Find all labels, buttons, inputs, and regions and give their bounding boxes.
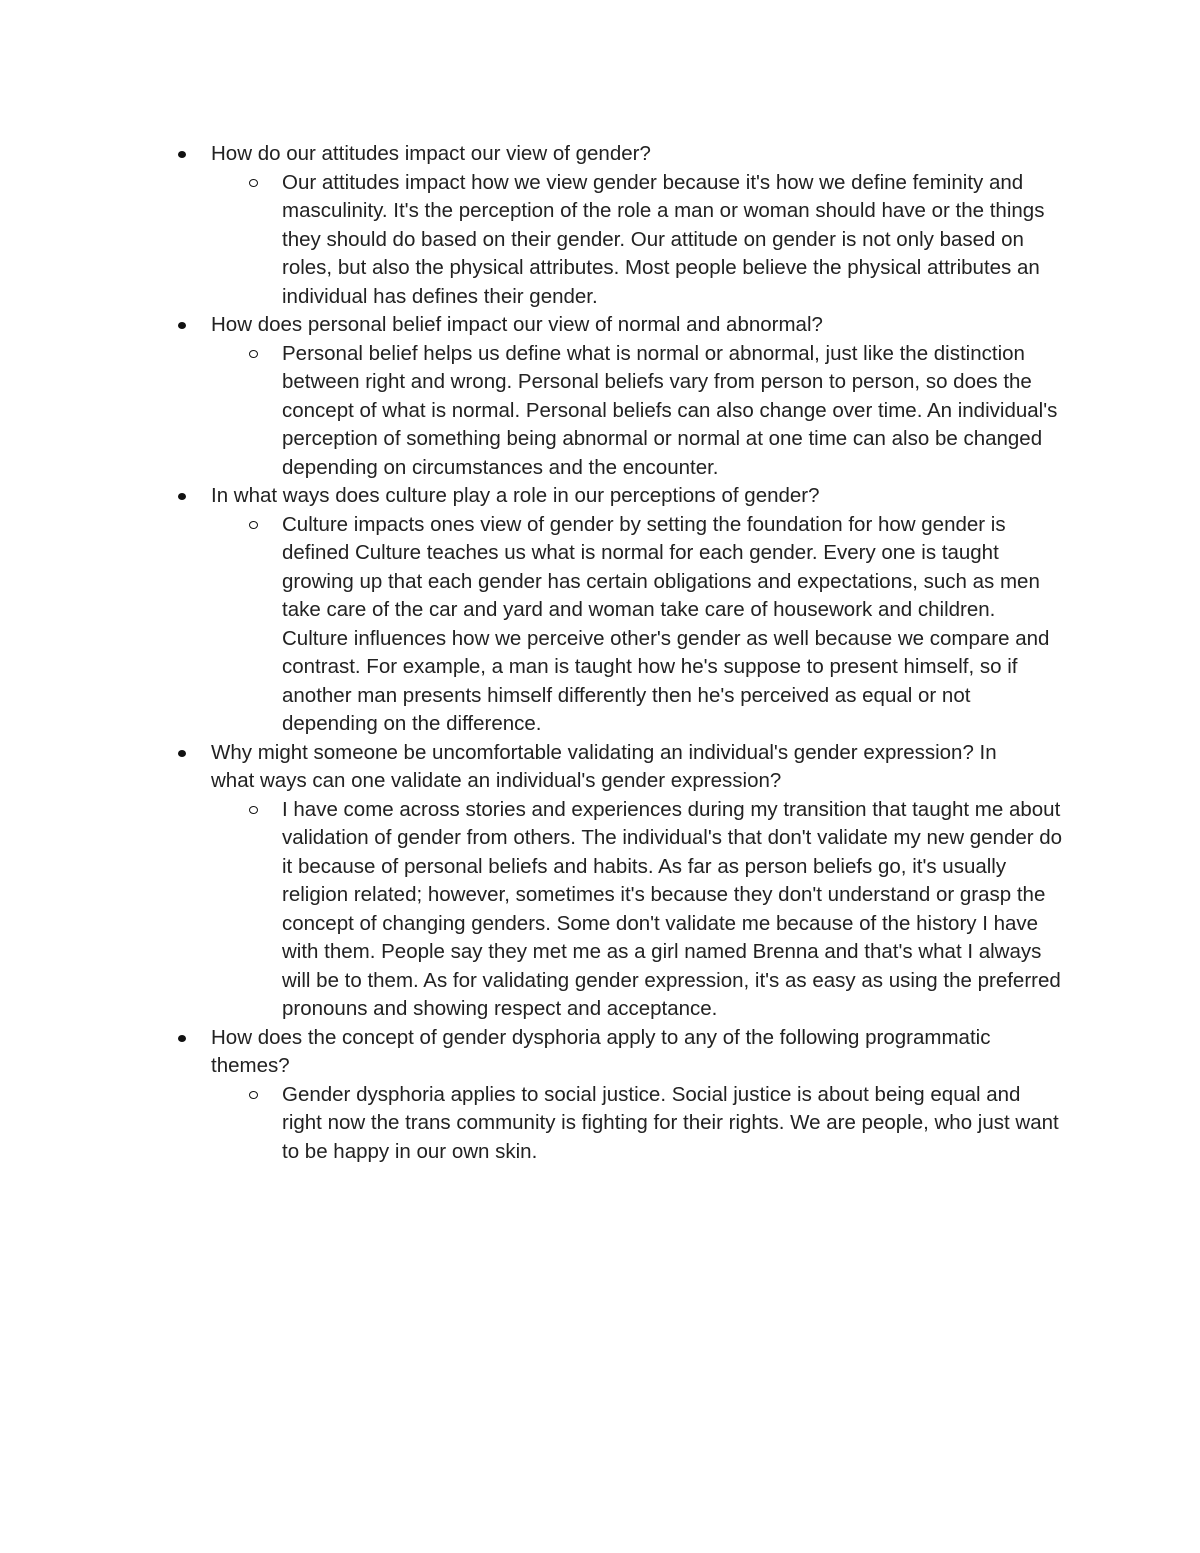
hollow-bullet-icon <box>249 179 258 187</box>
answer-text: Our attitudes impact how we view gender because it's how we define feminity and masculinity. It's the perception of the role a man or woman should have or the things they should do based on their gender. Our attitude on gender is not only based on roles, but also the physical attributes. Most people believe the physical attributes an individual has defines their gender. <box>282 170 1045 308</box>
question-item <box>211 1024 1071 1167</box>
answer-list <box>211 1081 1071 1167</box>
answer-item <box>282 796 1071 1024</box>
answer-list <box>211 796 1071 1024</box>
answer-item <box>282 511 1071 739</box>
answer-text: Culture impacts ones view of gender by setting the foundation for how gender is defined Culture teaches us what is normal for each gender. Every one is taught growing up that each gender has certain obligations and expectations, such as men take care of the car and yard and woman take care of housework and children. Culture influences how we perceive other's gender as well because we compare and contrast. For example, a man is taught how he's suppose to present himself, so if another man presents himself differently then he's perceived as equal or not depending on the difference. <box>282 512 1050 735</box>
question-text: How does personal belief impact our view of normal and abnormal? <box>211 313 823 336</box>
question-item <box>211 482 1071 739</box>
question-text: How does the concept of gender dysphoria apply to any of the following programmatic themes? <box>211 1025 991 1077</box>
filled-bullet-icon <box>178 493 186 500</box>
filled-bullet-icon <box>178 322 186 329</box>
hollow-bullet-icon <box>249 1091 258 1099</box>
hollow-bullet-icon <box>249 806 258 814</box>
answer-list <box>211 340 1071 483</box>
question-item <box>211 739 1071 1024</box>
question-text: Why might someone be uncomfortable validating an individual's gender expression? In what ways can one validate an individual's gender expression? <box>211 740 997 792</box>
filled-bullet-icon <box>178 151 186 158</box>
filled-bullet-icon <box>178 750 186 757</box>
answer-item <box>282 1081 1071 1167</box>
answer-list <box>211 511 1071 739</box>
question-item <box>211 311 1071 482</box>
answer-text: Personal belief helps us define what is normal or abnormal, just like the distinction between right and wrong. Personal beliefs vary from person to person, so does the concept of what is normal. Personal beliefs can also change over time. An individual's perception of something being abnormal or normal at one time can also be changed depending on circumstances and the encounter. <box>282 341 1058 479</box>
answer-text: I have come across stories and experiences during my transition that taught me about validation of gender from others. The individual's that don't validate my new gender do it because of personal beliefs and habits. As far as person beliefs go, it's usually religion related; however, sometimes it's because they don't understand or grasp the concept of changing genders. Some don't validate me because of the history I have with them. People say they met me as a girl named Brenna and that's what I always will be to them. As for validating gender expression, it's as easy as using the preferred pronouns and showing respect and acceptance. <box>282 797 1063 1020</box>
answer-list <box>211 169 1071 312</box>
question-item <box>211 140 1071 311</box>
question-text: How do our attitudes impact our view of gender? <box>211 142 651 165</box>
answer-item <box>282 169 1071 312</box>
question-list <box>211 140 1071 1166</box>
hollow-bullet-icon <box>249 350 258 358</box>
question-text: In what ways does culture play a role in our perceptions of gender? <box>211 484 820 507</box>
answer-text: Gender dysphoria applies to social justice. Social justice is about being equal and right now the trans community is fighting for their rights. We are people, who just want to be happy in our own skin. <box>282 1082 1059 1163</box>
hollow-bullet-icon <box>249 521 258 529</box>
answer-item <box>282 340 1071 483</box>
filled-bullet-icon <box>178 1035 186 1042</box>
